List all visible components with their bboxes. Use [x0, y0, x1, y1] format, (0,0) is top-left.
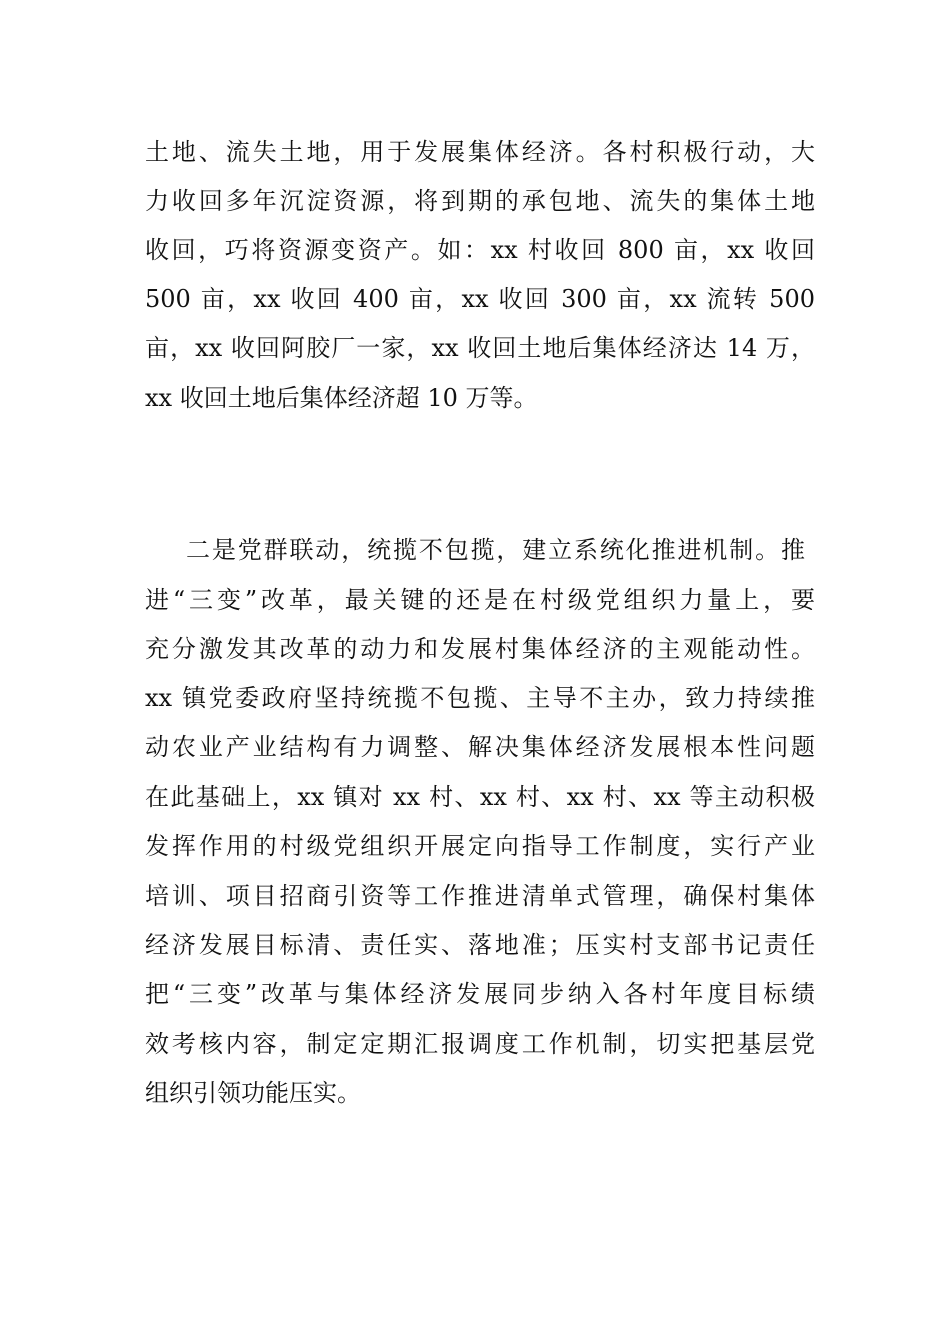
paragraph-2-line-4: xx 镇党委政府坚持统揽不包揽、主导不主办，致力持续推	[145, 684, 815, 712]
paragraph-1-line-1: 土地、流失土地，用于发展集体经济。各村积极行动，大	[145, 138, 815, 166]
paragraph-2-line-5: 动农业产业结构有力调整、解决集体经济发展根本性问题	[145, 733, 815, 761]
paragraph-1-line-5: 亩，xx 收回阿胶厂一家，xx 收回土地后集体经济达 14 万，	[145, 334, 815, 362]
paragraph-1-line-6: xx 收回土地后集体经济超 10 万等。	[145, 384, 538, 412]
paragraph-1-line-2: 力收回多年沉淀资源，将到期的承包地、流失的集体土地	[145, 187, 815, 215]
paragraph-2-line-3: 充分激发其改革的动力和发展村集体经济的主观能动性。	[145, 635, 815, 663]
paragraph-2-line-8: 培训、项目招商引资等工作推进清单式管理，确保村集体	[145, 882, 815, 910]
paragraph-1-line-3: 收回，巧将资源变资产。如：xx 村收回 800 亩，xx 收回	[145, 236, 815, 264]
paragraph-2-line-10: 把“三变”改革与集体经济发展同步纳入各村年度目标绩	[145, 980, 815, 1008]
paragraph-2-line-2: 进“三变”改革，最关键的还是在村级党组织力量上，要	[145, 586, 815, 614]
paragraph-2-line-9: 经济发展目标清、责任实、落地准；压实村支部书记责任	[145, 931, 815, 959]
paragraph-2-line-1: 二是党群联动，统揽不包揽，建立系统化推进机制。推	[186, 536, 805, 564]
paragraph-2-line-12: 组织引领功能压实。	[145, 1079, 361, 1107]
paragraph-2-line-6: 在此基础上，xx 镇对 xx 村、xx 村、xx 村、xx 等主动积极	[145, 783, 815, 811]
paragraph-2-line-11: 效考核内容，制定定期汇报调度工作机制，切实把基层党	[145, 1030, 815, 1058]
paragraph-2-line-7: 发挥作用的村级党组织开展定向指导工作制度，实行产业	[145, 832, 815, 860]
paragraph-1-line-4: 500 亩，xx 收回 400 亩，xx 收回 300 亩，xx 流转 500	[145, 285, 815, 313]
